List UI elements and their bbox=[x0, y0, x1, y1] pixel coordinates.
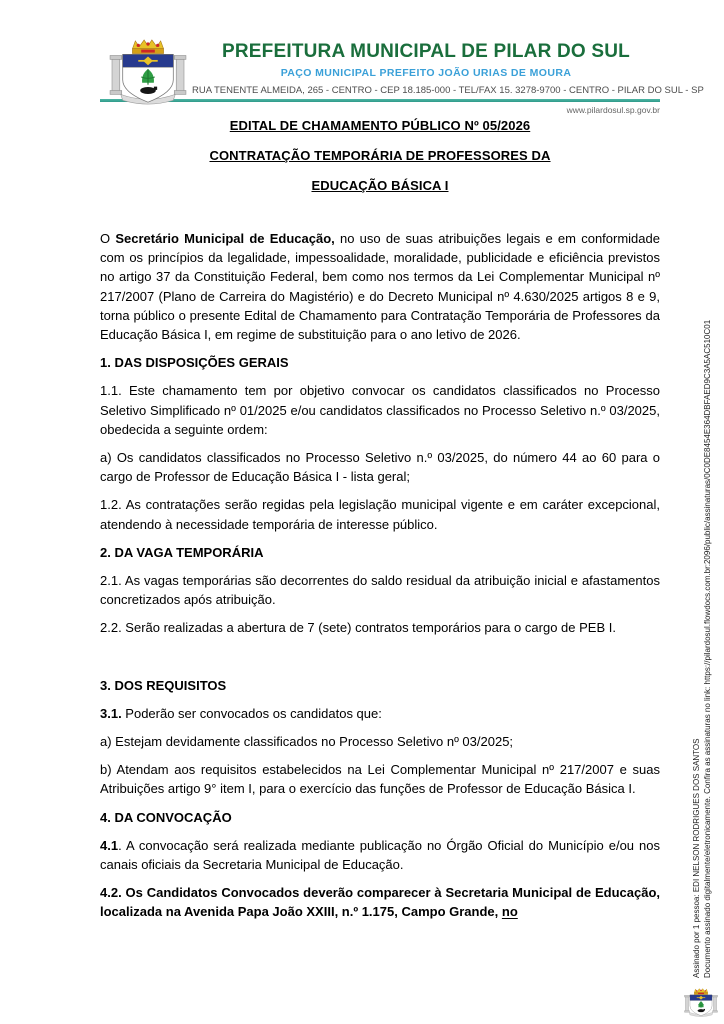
signature-line-2: Documento assinado digitalmente/eletronicamente. Confira as assinaturas no link: https://pilardosul.flowdocs.com.br:2096/public/assinaturas/0C0DE8454E364DBFAED9C3A5AC510C01 bbox=[703, 319, 712, 978]
municipality-name: PREFEITURA MUNICIPAL DE PILAR DO SUL bbox=[222, 41, 630, 62]
paragraph: 4.2. Os Candidatos Convocados deverão comparecer à Secretaria Municipal de Educação, localizada na Avenida Papa João XXIII, n.º 1.175, Campo Grande, no bbox=[100, 885, 660, 920]
document-title-line: EDITAL DE CHAMAMENTO PÚBLICO Nº 05/2026 bbox=[229, 118, 531, 133]
section-heading: 4. DA CONVOCAÇÃO bbox=[100, 809, 232, 825]
signature-line-1: Assinado por 1 pessoa: EDI NELSON RODRIGUES DOS SANTOS bbox=[692, 738, 701, 978]
document-title-line: EDUCAÇÃO BÁSICA I bbox=[311, 178, 449, 193]
section-heading: 1. DAS DISPOSIÇÕES GERAIS bbox=[100, 355, 289, 371]
paragraph: 1.1. Este chamamento tem por objetivo convocar os candidatos classificados no Processo Seletivo Simplificado nº 01/2025 e/ou candidatos classificados no Processo Seletivo n.º 03/2025, obedecida a seguinte ordem: bbox=[100, 383, 660, 437]
letterhead-address: RUA TENENTE ALMEIDA, 265 - CENTRO - CEP 18.185-000 - TEL/FAX 15. 3278-9700 - CENTRO - PILAR DO SUL - SP bbox=[192, 85, 704, 96]
paragraph: 1.2. As contratações serão regidas pela legislação municipal vigente e em caráter excepcional, atendendo à necessidade temporária de interesse público. bbox=[100, 497, 660, 532]
section-heading: 2. DA VAGA TEMPORÁRIA bbox=[100, 544, 264, 560]
city-hall-name: PAÇO MUNICIPAL PREFEITO JOÃO URIAS DE MOURA bbox=[280, 67, 572, 79]
footer-coat-of-arms-icon bbox=[684, 984, 718, 1022]
letterhead-text bbox=[192, 40, 704, 96]
paragraph: 2.2. Serão realizadas a abertura de 7 (sete) contratos temporários para o cargo de PEB I. bbox=[100, 620, 616, 636]
document-title-line: CONTRATAÇÃO TEMPORÁRIA DE PROFESSORES DA bbox=[209, 148, 551, 163]
signature-strip bbox=[691, 133, 713, 978]
paragraph: 3.1. Poderão ser convocados os candidatos que: bbox=[100, 705, 382, 721]
paragraph: a) Estejam devidamente classificados no Processo Seletivo nº 03/2025; bbox=[100, 734, 514, 750]
paragraph: O Secretário Municipal de Educação, no uso de suas atribuições legais e em conformidade com os princípios da legalidade, impessoalidade, moralidade, publicidade e eficiência previstos no artigo 37 da Constituição Federal, bem como nos termos da Lei Complementar Municipal nº 217/2007 (Plano de Carreira do Magistério) e do Decreto Municipal nº 4.630/2025 artigos 8 e 9, torna público o presente Edital de Chamamento para Contratação Temporária de Professores da Educação Básica I, em regime de substituição para o ano letivo de 2026. bbox=[100, 231, 660, 343]
paragraph: 2.1. As vagas temporárias são decorrentes do saldo residual da atribuição inicial e afastamentos concretizados após atribuição. bbox=[100, 573, 660, 608]
letterhead-website: www.pilardosul.sp.gov.br bbox=[566, 105, 660, 115]
document-body bbox=[100, 222, 660, 931]
document-title bbox=[100, 116, 660, 206]
section-heading: 3. DOS REQUISITOS bbox=[100, 677, 227, 693]
paragraph-spacer bbox=[100, 647, 660, 673]
paragraph: 4.1. A convocação será realizada mediante publicação no Órgão Oficial do Município e/ou nos canais oficiais da Secretaria Municipal de Educação. bbox=[100, 837, 660, 873]
municipal-coat-of-arms-icon bbox=[106, 37, 190, 109]
paragraph: a) Os candidatos classificados no Processo Seletivo n.º 03/2025, do número 44 ao 60 para o cargo de Professor de Educação Básica I - lista geral; bbox=[100, 450, 660, 485]
paragraph: b) Atendam aos requisitos estabelecidos na Lei Complementar Municipal nº 217/2007 e suas Atribuições artigo 9° item I, para o exercício das funções de Professor de Educação Básica I. bbox=[100, 762, 660, 797]
